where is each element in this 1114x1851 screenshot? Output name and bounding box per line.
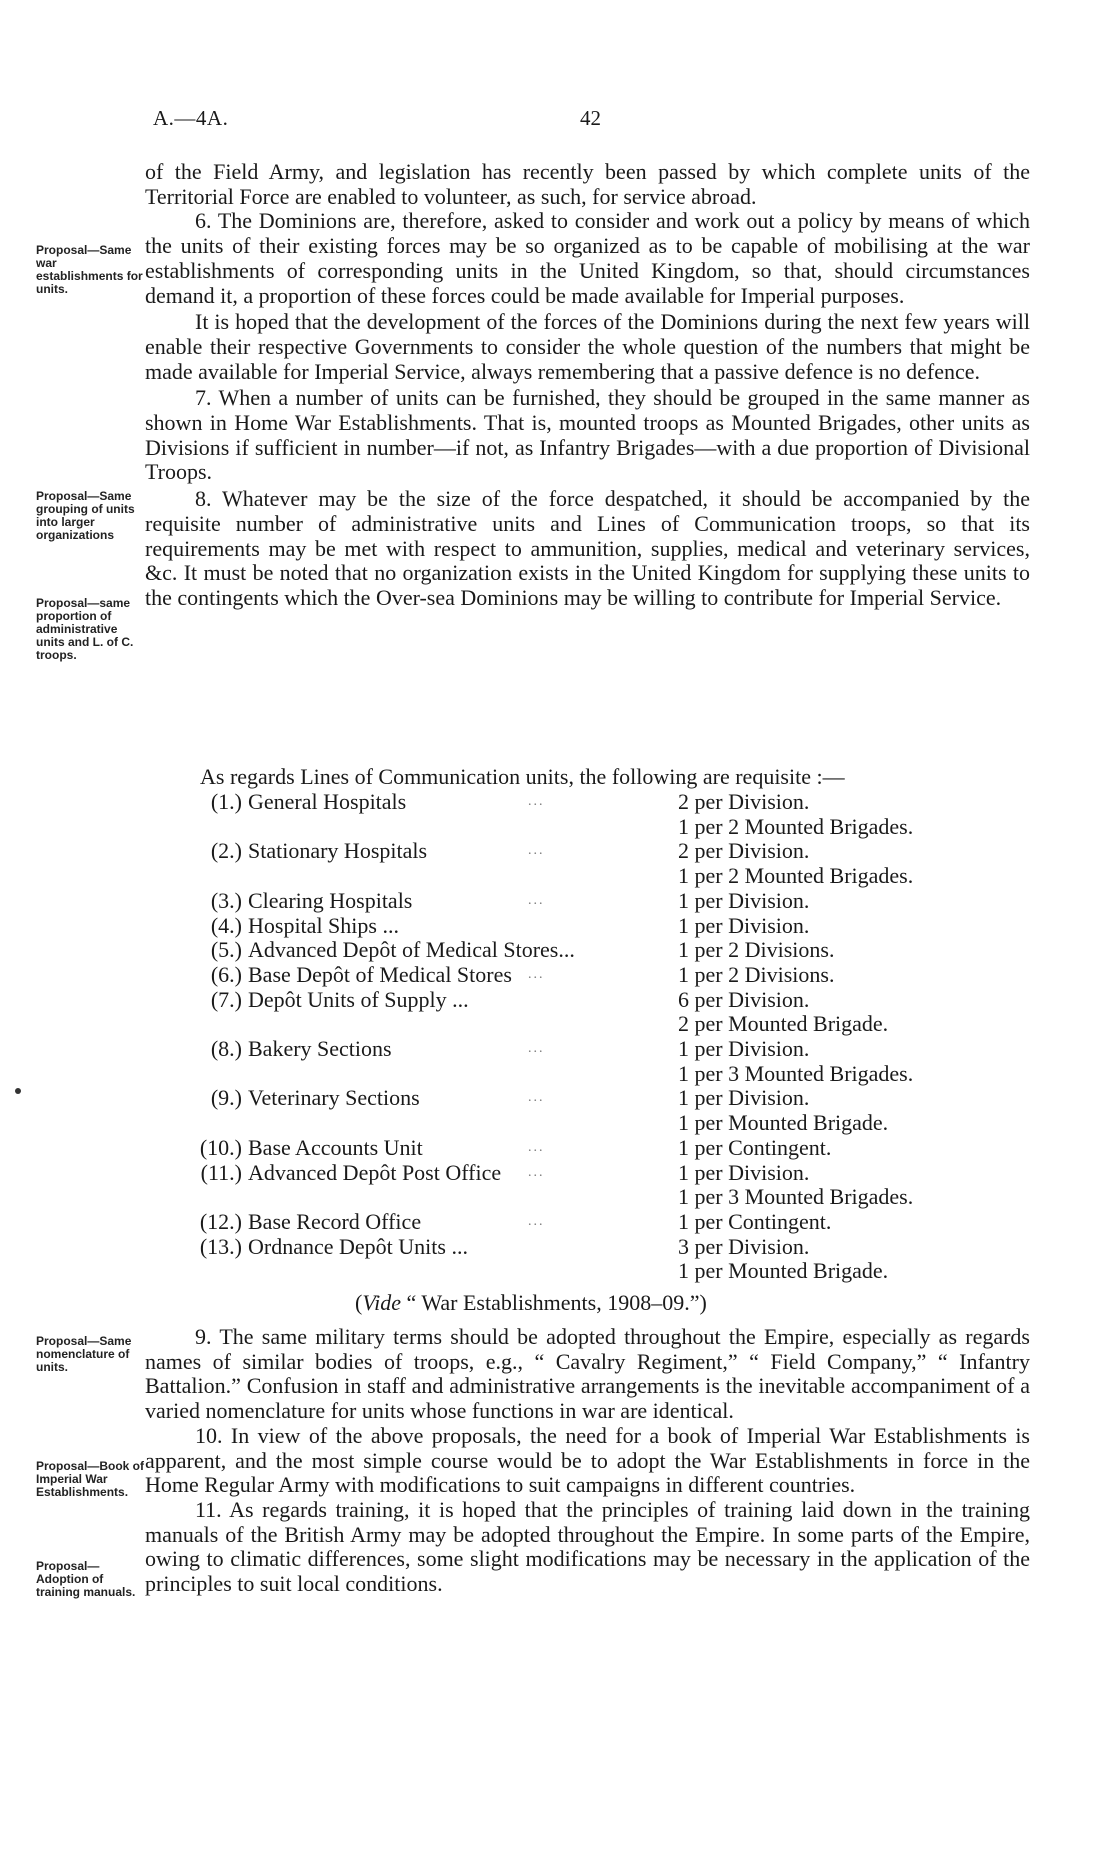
requisite-quantity: 2 per Division. <box>678 838 810 864</box>
requisite-quantity: 1 per 2 Mounted Brigades. <box>678 813 914 839</box>
requisite-row <box>170 790 1000 839</box>
requisite-name-text: Advanced Depôt of Medical Stores... <box>248 937 575 963</box>
paragraph-continuation: of the Field Army, and legislation has recently been passed by which complete units of the Territorial Force are enabled to volunteer, as such, for service abroad. <box>145 159 1030 209</box>
requisite-quantities <box>678 1086 1000 1135</box>
vide-text: “ War Establishments, 1908–09.”) <box>406 1290 707 1315</box>
requisite-row <box>170 1161 1000 1210</box>
requisite-quantity: 1 per Division. <box>678 1036 810 1062</box>
requisite-name <box>248 1235 678 1284</box>
requisite-name-text: General Hospitals <box>248 789 407 814</box>
requisite-quantity: 1 per Division. <box>678 912 810 938</box>
paragraph-11: 11. As regards training, it is hoped that the principles of training laid down in the training manuals of the British Army may be adopted throughout the Empire. In some parts of the Empire, owing to climatic differences, some slight modifications may be necessary in the application of the principles to suit local conditions. <box>145 1496 1030 1597</box>
paragraph-10: 10. In view of the above proposals, the need for a book of Imperial War Establishments is apparent, and the most simple course would be to adopt the War Establishments in force in the Home Regular Army with modifications to suit campaigns in different countries. <box>145 1422 1030 1498</box>
requisite-number: (1.) <box>210 789 242 814</box>
margin-note-war-establishments: Proposal—Same war establishments for units. <box>36 243 143 296</box>
requisite-quantity: 1 per Division. <box>678 1085 810 1111</box>
leader-dots: ... <box>528 1090 545 1106</box>
requisite-name-text: Hospital Ships ... <box>248 912 399 938</box>
requisite-quantity: 6 per Division. <box>678 986 810 1012</box>
requisite-number: (9.) <box>210 1085 242 1111</box>
requisite-quantities <box>678 988 1000 1037</box>
leader-dots: ... <box>528 843 545 859</box>
leader-dots: ... <box>528 966 545 982</box>
requisite-quantities <box>678 1136 1000 1161</box>
leader-dots: ... <box>528 1164 545 1180</box>
requisite-quantities <box>678 1210 1000 1235</box>
text-block-top <box>145 160 1030 611</box>
requisite-name <box>248 1086 678 1135</box>
requisite-row <box>170 938 1000 963</box>
paragraph-8: 8. Whatever may be the size of the force despatched, it should be accompanied by the requisite number of administrative units and Lines of Communication troops, so that its requirements may be met with respect to ammunition, supplies, medical and veterinary services, &c. It must be noted that no organization exists in the United Kingdom for supplying these units to the contingents which the Over-sea Dominions may be willing to contribute for Imperial Service. <box>145 486 1030 610</box>
requisites-table <box>170 790 1000 1284</box>
requisite-row <box>170 988 1000 1037</box>
requisite-name-text: Clearing Hospitals <box>248 887 413 913</box>
requisite-name-text: Veterinary Sections <box>248 1085 420 1111</box>
requisite-quantities <box>678 938 1000 963</box>
requisite-name <box>248 790 678 839</box>
requisite-quantities <box>678 914 1000 939</box>
requisite-name-text: Base Record Office <box>248 1208 422 1234</box>
margin-note-training-manuals: Proposal—Adoption of training manuals. <box>36 1559 136 1599</box>
requisite-quantity: 1 per Mounted Brigade. <box>678 1258 889 1284</box>
requisite-number: (6.) <box>210 961 242 987</box>
requisite-quantities <box>678 839 1000 888</box>
requisite-row <box>170 889 1000 914</box>
paragraph-6b: It is hoped that the development of the forces of the Dominions during the next few years will enable their respective Governments to consider the whole question of the numbers that might be made available for Imperial Service, always remembering that a passive defence is no defence. <box>145 309 1030 384</box>
requisite-quantity: 1 per Division. <box>678 887 810 913</box>
requisite-quantities <box>678 1037 1000 1086</box>
requisite-number: (3.) <box>210 887 242 913</box>
requisite-quantities <box>678 889 1000 914</box>
paragraph-6: 6. The Dominions are, therefore, asked to consider and work out a policy by means of which the units of their existing forces may be so organized as to be capable of mobilising at the war establishments of corresponding units in the United Kingdom, so that, should circumstances demand it, a proportion of these forces could be made available for Imperial purposes. <box>145 208 1030 308</box>
paragraph-9: 9. The same military terms should be adopted throughout the Empire, especially as regards names of similar bodies of troops, e.g., “ Cavalry Regiment,” “ Field Company,” “ Infantry Battalion.” Confusion in staff and administrative arrangements is the inevitable accompaniment of a varied nomenclature for units whose functions in war are identical. <box>145 1324 1030 1424</box>
requisite-quantity: 2 per Division. <box>678 789 810 814</box>
vide-label: Vide <box>362 1290 402 1315</box>
requisite-name <box>248 1161 678 1210</box>
stray-mark <box>15 1088 21 1094</box>
requisite-name <box>248 963 678 988</box>
leader-dots: ... <box>528 1139 545 1155</box>
requisite-row <box>170 963 1000 988</box>
requisite-name-text: Bakery Sections <box>248 1036 392 1062</box>
requisite-row <box>170 1235 1000 1284</box>
requisite-quantity: 1 per 3 Mounted Brigades. <box>678 1060 914 1086</box>
leader-dots: ... <box>528 794 545 809</box>
requisite-quantity: 1 per Contingent. <box>678 1208 832 1234</box>
requisite-quantity: 1 per 2 Mounted Brigades. <box>678 863 914 889</box>
requisite-name <box>248 1210 678 1235</box>
leader-dots: ... <box>528 892 545 908</box>
margin-note-administrative-units: Proposal—same proportion of administrative units and L. of C. troops. <box>36 596 134 662</box>
requisite-row <box>170 914 1000 939</box>
requisite-row <box>170 1136 1000 1161</box>
page-number: 42 <box>580 106 601 130</box>
leader-dots: ... <box>528 1041 545 1057</box>
requisite-number: (7.) <box>210 986 242 1012</box>
text-block-bottom <box>145 1325 1030 1597</box>
requisite-number: (12.) <box>199 1208 242 1234</box>
requisite-name <box>248 988 678 1037</box>
requisite-number: (10.) <box>199 1134 242 1160</box>
requisite-name-text: Base Accounts Unit <box>248 1134 423 1160</box>
paragraph-7: 7. When a number of units can be furnished, they should be grouped in the same manner as shown in Home War Establishments. That is, mounted troops as Mounted Brigades, other units as Divisions if sufficient in number—if not, as Infantry Brigades—with a due proportion of Divisional Troops. <box>145 385 1030 485</box>
requisite-quantities <box>678 790 1000 839</box>
requisite-row <box>170 1086 1000 1135</box>
requisite-name <box>248 839 678 888</box>
requisite-quantity: 1 per 2 Divisions. <box>678 961 835 987</box>
leader-dots: ... <box>528 1213 545 1229</box>
requisite-name-text: Stationary Hospitals <box>248 838 428 864</box>
requisite-number: (11.) <box>200 1159 242 1185</box>
requisite-quantity: 1 per Contingent. <box>678 1134 832 1160</box>
requisite-row <box>170 839 1000 888</box>
requisite-quantity: 3 per Division. <box>678 1233 810 1259</box>
requisite-quantities <box>678 963 1000 988</box>
requisite-name <box>248 938 678 963</box>
requisite-quantity: 2 per Mounted Brigade. <box>678 1011 889 1037</box>
requisite-quantity: 1 per 3 Mounted Brigades. <box>678 1184 914 1210</box>
requisite-name-text: Base Depôt of Medical Stores <box>248 961 512 987</box>
margin-note-nomenclature: Proposal—Same nomenclature of units. <box>36 1334 132 1374</box>
vide-reference: (Vide “ War Establishments, 1908–09.”) <box>355 1290 707 1315</box>
requisites-intro: As regards Lines of Communication units, the following are requisite :— <box>200 764 845 789</box>
requisite-name <box>248 1037 678 1086</box>
requisite-quantity: 1 per Division. <box>678 1159 810 1185</box>
requisite-quantities <box>678 1235 1000 1284</box>
requisite-number: (2.) <box>210 838 242 864</box>
requisite-number: (13.) <box>199 1233 242 1259</box>
requisite-number: (8.) <box>210 1036 242 1062</box>
margin-note-book-establishments: Proposal—Book of Imperial War Establishments. <box>36 1459 145 1499</box>
requisite-quantities <box>678 1161 1000 1210</box>
requisite-row <box>170 1210 1000 1235</box>
requisite-quantity: 1 per 2 Divisions. <box>678 937 835 963</box>
requisite-number: (5.) <box>210 937 242 963</box>
requisite-name-text: Depôt Units of Supply ... <box>248 986 469 1012</box>
requisite-row <box>170 1037 1000 1086</box>
requisite-quantity: 1 per Mounted Brigade. <box>678 1110 889 1136</box>
document-reference: A.—4A. <box>153 106 229 130</box>
requisite-number: (4.) <box>210 912 242 938</box>
margin-note-grouping: Proposal—Same grouping of units into larger organizations <box>36 489 135 542</box>
requisite-name <box>248 889 678 914</box>
requisite-name <box>248 914 678 939</box>
requisite-name <box>248 1136 678 1161</box>
requisite-name-text: Ordnance Depôt Units ... <box>248 1233 468 1259</box>
requisite-name-text: Advanced Depôt Post Office <box>248 1159 502 1185</box>
